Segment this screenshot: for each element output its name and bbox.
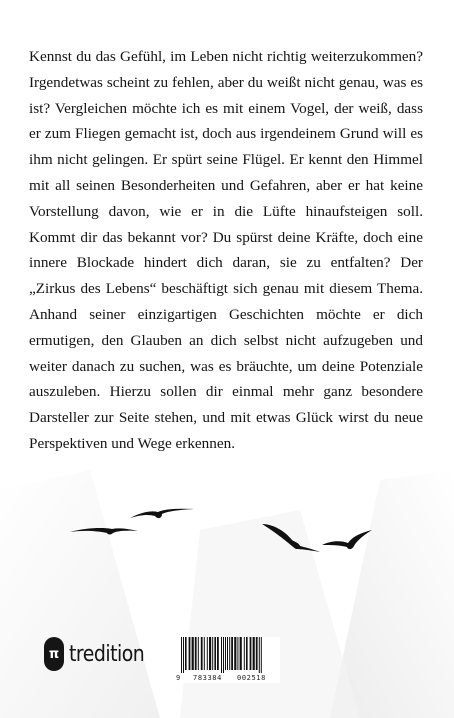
- barcode-bar: [183, 637, 184, 673]
- barcode-bar: [212, 637, 213, 670]
- barcode-bar: [204, 637, 205, 670]
- barcode-bar: [189, 637, 191, 670]
- barcode-bar: [240, 637, 242, 670]
- barcode-bar: [250, 637, 252, 670]
- barcode-bar: [207, 637, 208, 670]
- barcode-bar: [261, 637, 262, 673]
- barcode-bar: [244, 637, 245, 670]
- barcode-bar: [256, 637, 258, 670]
- barcode-bar: [198, 637, 199, 670]
- bird-icon: [322, 530, 372, 549]
- bird-icon: [130, 509, 194, 518]
- barcode-bar: [201, 637, 203, 670]
- barcode-bar: [181, 637, 182, 673]
- barcode-bar: [217, 637, 219, 670]
- publisher-logo: [44, 636, 157, 672]
- barcode-bar: [229, 637, 230, 670]
- barcode-lead-digit: 9: [176, 674, 181, 682]
- barcode-bar: [227, 637, 228, 670]
- barcode-bar: [221, 637, 222, 673]
- blurb-text: Kennst du das Gefühl, im Leben nicht richtig weiterzukommen? Irgendetwas scheint zu fehlen, aber du weißt nicht genau, was es ist? Vergleichen möchte ich es mit einem Vogel, der weiß, dass er zum Fliegen gemacht ist, doch aus irgendeinem Grund will es ihm nicht gelingen. Er spürt seine Flügel. Er kennt den Himmel mit all seinen Besonderheiten und Gefahren, aber er hat keine Vorstellung davon, wie er in die Lüfte hinaufsteigen soll. Kommt dir das bekannt vor? Du spürst deine Kräfte, doch eine innere Blockade hindert dich daran, sie zu entfalten? Der „Zirkus des Lebens“ beschäftigt sich genau mit diesem Thema. Anhand seiner einzigartigen Geschichten möchte er dich ermutigen, den Glauben an dich selbst nicht aufzugeben und weiter danach zu suchen, was es bräuchte, um deine Potenziale auszuleben. Hierzu sollen dir einmal mehr ganz besondere Darsteller zur Seite stehen, und mit etwas Glück wirst du neue Perspektiven und Wege erkennen.: [29, 48, 423, 452]
- barcode-bar: [246, 637, 248, 670]
- bird-icon: [262, 524, 320, 552]
- barcode-bar: [214, 637, 216, 670]
- barcode-bar: [231, 637, 233, 670]
- barcode-bar: [237, 637, 238, 670]
- barcode-bar: [192, 637, 194, 670]
- barcode-bar: [225, 637, 226, 670]
- bird-icon: [70, 528, 138, 535]
- barcode-bar: [209, 637, 211, 670]
- barcode-bar: [185, 637, 187, 670]
- tredition-logo-icon: π: [44, 637, 64, 671]
- publisher-name: tredition: [69, 641, 145, 667]
- barcode-number: [175, 674, 280, 683]
- isbn-barcode: [175, 637, 280, 683]
- barcode-bar: [223, 637, 224, 673]
- barcode-group-2: 002518: [237, 674, 266, 682]
- barcode-bar: [253, 637, 255, 670]
- barcode-bar: [234, 637, 236, 670]
- barcode-bar: [259, 637, 260, 673]
- barcode-group-1: 783384: [193, 674, 222, 682]
- barcode-bars: [175, 637, 280, 673]
- barcode-bar: [195, 637, 197, 670]
